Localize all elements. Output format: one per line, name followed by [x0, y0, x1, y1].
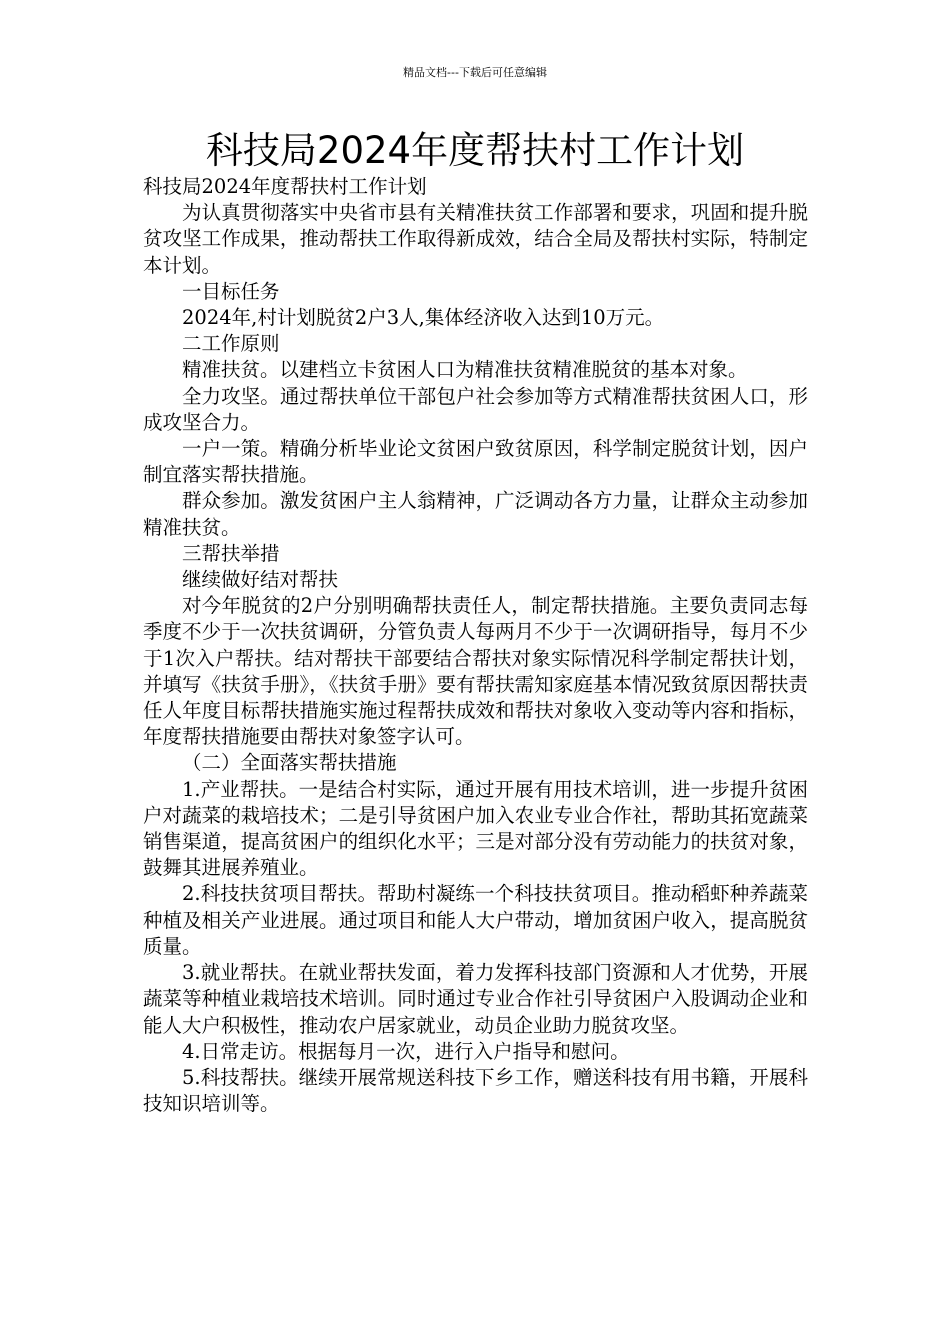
body-paragraph: 对今年脱贫的2户分别明确帮扶责任人，制定帮扶措施。主要负责同志每季度不少于一次扶贫调研，分管负责人每两月不少于一次调研指导，每月不少于1次入户帮扶。结对帮扶干部要结合帮扶对象实际情况科学制定帮扶计划，并填写《扶贫手册》，《扶贫手册》要有帮扶需知家庭基本情况致贫原因帮扶责任人年度目标帮扶措施实施过程帮扶成效和帮扶对象收入变动等内容和指标，年度帮扶措施要由帮扶对象签字认可。	[143, 594, 808, 749]
body-paragraph: 4.日常走访。根据每月一次，进行入户指导和慰问。	[182, 1039, 630, 1063]
section-heading: 二工作原则	[182, 332, 280, 356]
body-paragraph: 一户一策。精确分析毕业论文贫困户致贫原因，科学制定脱贫计划，因户制宜落实帮扶措施。	[143, 437, 808, 487]
subsection-heading: 继续做好结对帮扶	[182, 568, 339, 592]
body-paragraph: 2024年,村计划脱贫2户3人,集体经济收入达到10万元。	[182, 306, 665, 330]
body-paragraph: 全力攻坚。通过帮扶单位干部包户社会参加等方式精准帮扶贫困人口，形成攻坚合力。	[143, 384, 808, 434]
document-body	[143, 174, 808, 1117]
body-paragraph: 精准扶贫。以建档立卡贫困人口为精准扶贫精准脱贫的基本对象。	[182, 358, 748, 382]
body-paragraph: 1.产业帮扶。一是结合村实际，通过开展有用技术培训，进一步提升贫困户对蔬菜的栽培技术；二是引导贫困户加入农业专业合作社，帮助其拓宽蔬菜销售渠道，提高贫困户的组织化水平；三是对部分没有劳动能力的扶贫对象，鼓舞其进展养殖业。	[143, 777, 808, 880]
section-heading: 一目标任务	[182, 279, 280, 303]
body-paragraph: 3.就业帮扶。在就业帮扶发面，着力发挥科技部门资源和人才优势，开展蔬菜等种植业栽培技术培训。同时通过专业合作社引导贫困户入股调动企业和能人大户积极性，推动农户居家就业，动员企业助力脱贫攻坚。	[143, 961, 808, 1037]
subsection-heading: （二）全面落实帮扶措施	[182, 751, 397, 775]
section-heading: 三帮扶举措	[182, 541, 280, 565]
document-title: 科技局2024年度帮扶村工作计划	[205, 129, 745, 172]
body-paragraph: 为认真贯彻落实中央省市县有关精准扶贫工作部署和要求，巩固和提升脱贫攻坚工作成果，推动帮扶工作取得新成效，结合全局及帮扶村实际，特制定本计划。	[143, 201, 808, 277]
body-paragraph: 2.科技扶贫项目帮扶。帮助村凝练一个科技扶贫项目。推动稻虾种养蔬菜种植及相关产业进展。通过项目和能人大户带动，增加贫困户收入，提高脱贫质量。	[143, 882, 808, 958]
body-paragraph: 5.科技帮扶。继续开展常规送科技下乡工作，赠送科技有用书籍，开展科技知识培训等。	[143, 1065, 808, 1116]
body-paragraph: 群众参加。激发贫困户主人翁精神，广泛调动各方力量，让群众主动参加精准扶贫。	[143, 489, 808, 539]
body-paragraph: 科技局2024年度帮扶村工作计划	[143, 175, 427, 198]
header-note: 精品文档---下载后可任意编辑	[403, 66, 547, 79]
